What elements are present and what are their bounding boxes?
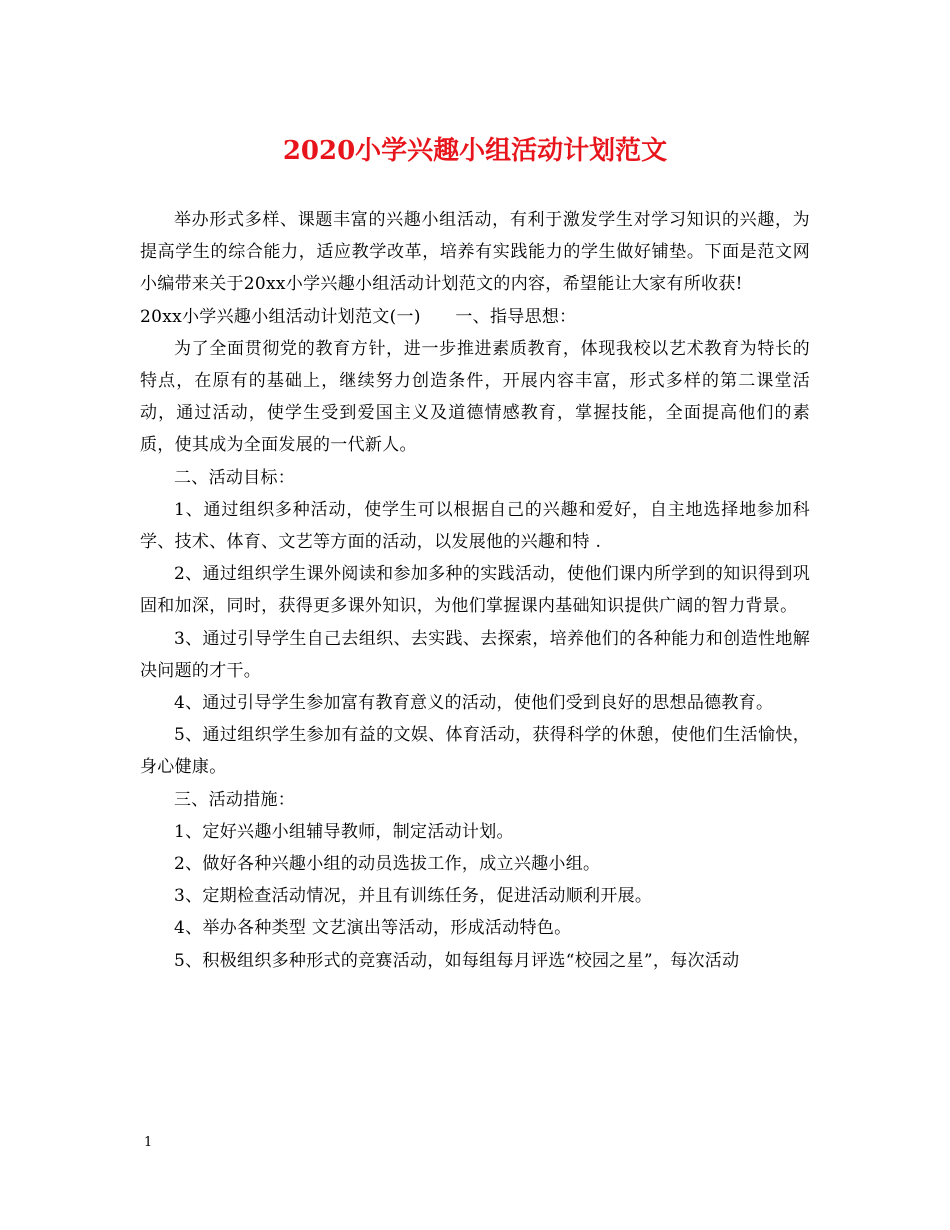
paragraph-measure-3: 3、定期检查活动情况，并且有训练任务，促进活动顺利开展。 [174,886,653,907]
paragraph-measure-2: 2、做好各种兴趣小组的动员选拔工作，成立兴趣小组。 [174,854,601,875]
paragraph-guiding-thought: 为了全面贯彻党的教育方针，进一步推进素质教育，体现我校以艺术教育为特长的特点，在原有的基础上，继续努力创造条件，开展内容丰富，形式多样的第二课堂活动，通过活动，使学生受到爱国主义及道德情感教育，掌握技能，全面提高他们的素质，使其成为全面发展的一代新人。 [140,338,810,456]
paragraph-goal-3: 3、通过引导学生自己去组织、去实践、去探索，培养他们的各种能力和创造性地解决问题的才干。 [140,628,810,681]
paragraph-measures-heading: 三、活动措施： [174,789,296,810]
document-body [140,204,810,977]
paragraph-section-heading: 20xx小学兴趣小组活动计划范文(一) 一、指导思想： [140,306,577,327]
paragraph-goal-1: 1、通过组织多种活动，使学生可以根据自己的兴趣和爱好，自主地选择地参加科学、技术、体育、文艺等方面的活动，以发展他的兴趣和特 . [140,499,810,553]
paragraph-goal-4: 4、通过引导学生参加富有教育意义的活动，使他们受到良好的思想品德教育。 [174,693,774,714]
paragraph-measure-1: 1、定好兴趣小组辅导教师，制定活动计划。 [174,821,514,842]
paragraph-goal-2: 2、通过组织学生课外阅读和参加多种的实践活动，使他们课内所学到的知识得到巩固和加深，同时，获得更多课外知识，为他们掌握课内基础知识提供广阔的智力背景。 [140,564,810,617]
document-title: 2020小学兴趣小组活动计划范文 [282,136,668,166]
paragraph-intro: 举办形式多样、课题丰富的兴趣小组活动，有利于激发学生对学习知识的兴趣，为提高学生的综合能力，适应教学改革，培养有实践能力的学生做好铺垫。下面是范文网小编带来关于20xx小学兴趣小组活动计划范文的内容，希望能让大家有所收获! [140,210,810,295]
paragraph-goals-heading: 二、活动目标： [174,467,296,488]
paragraph-goal-5: 5、通过组织学生参加有益的文娱、体育活动，获得科学的休憩，使他们生活愉快，身心健康。 [140,725,810,778]
paragraph-measure-4: 4、举办各种类型 文艺演出等活动，形成活动特色。 [174,918,572,939]
page-number: 1 [144,1135,153,1150]
paragraph-measure-5: 5、积极组织多种形式的竞赛活动，如每组每月评选“校园之星”，每次活动 [174,950,740,971]
